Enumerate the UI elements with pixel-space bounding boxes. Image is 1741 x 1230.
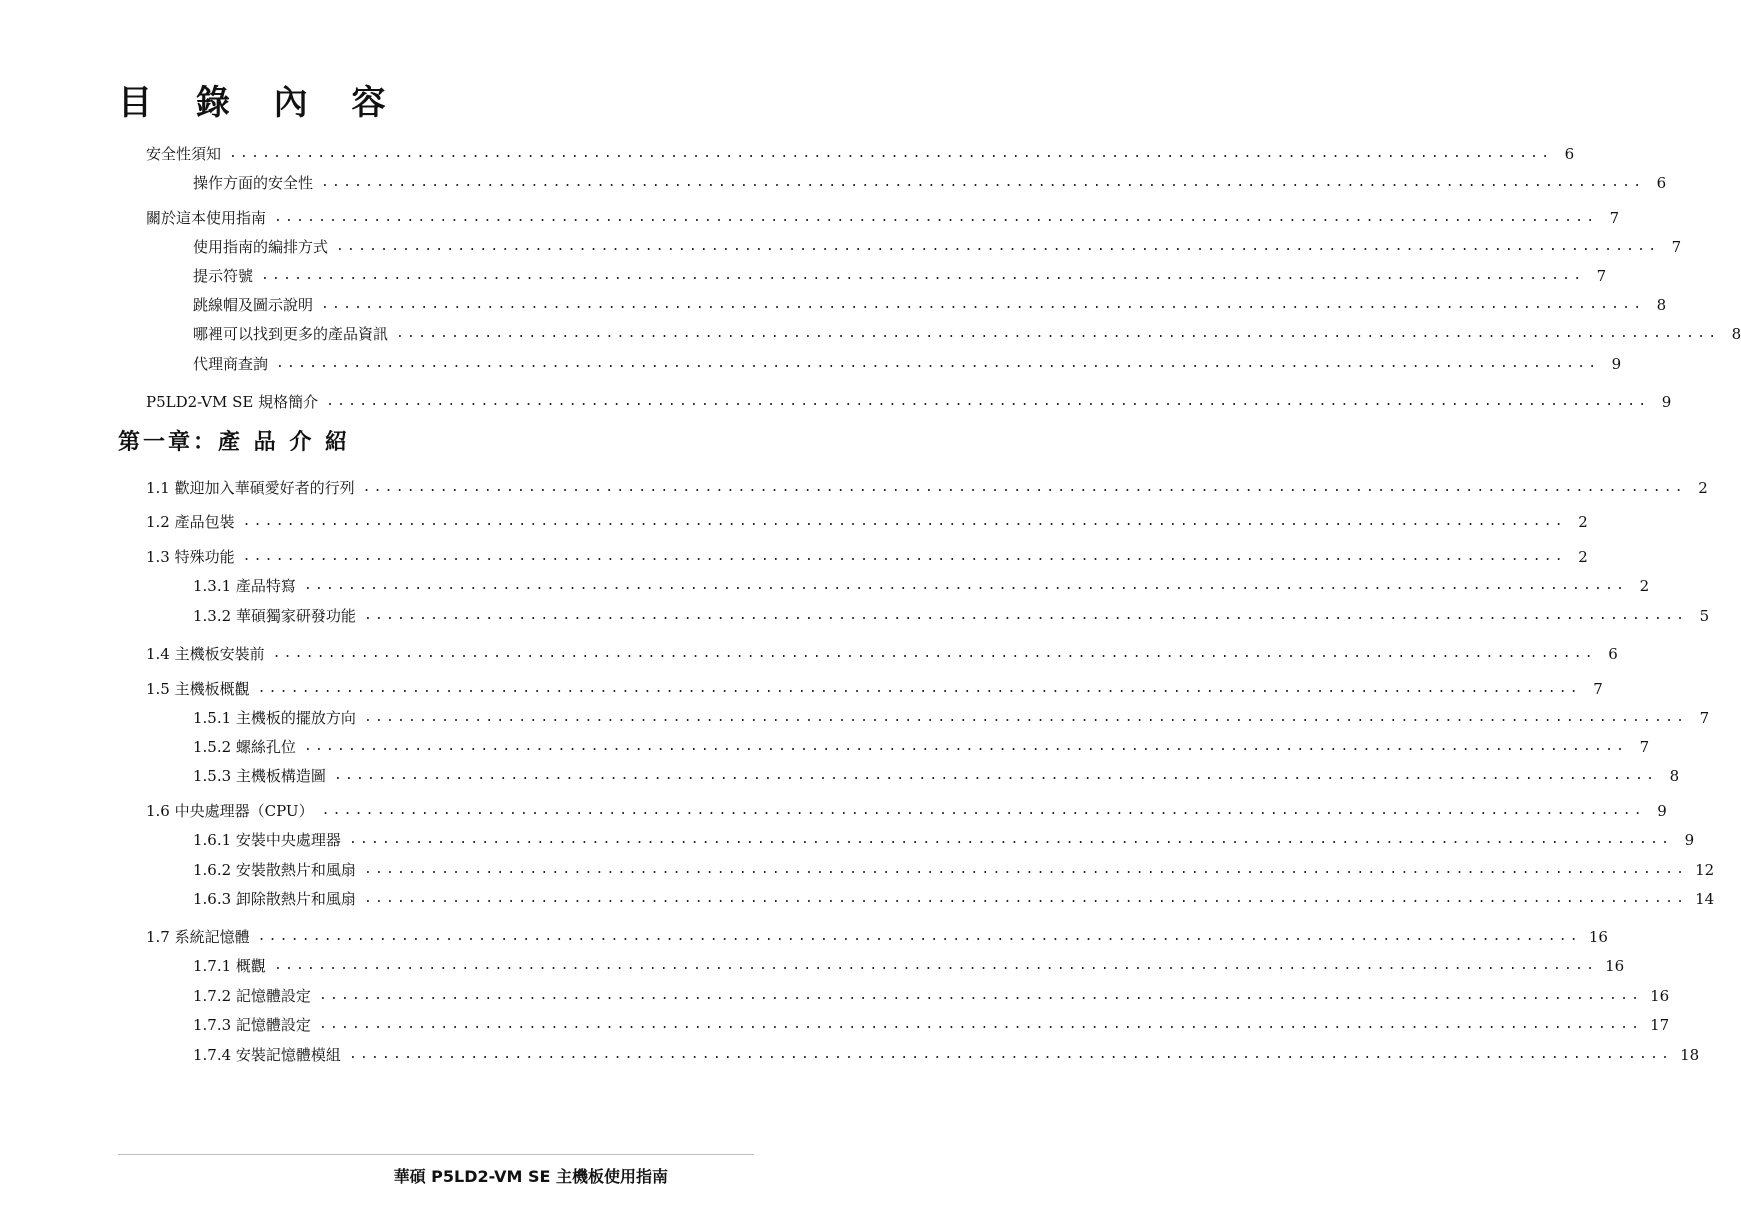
toc-entry-page: 6 bbox=[1656, 174, 1667, 192]
toc-entry-label: 1.2 產品包裝 bbox=[146, 513, 235, 531]
toc-leader-dots: ........................................................................................................................ bbox=[348, 832, 1673, 847]
toc-entry[interactable] bbox=[193, 293, 1667, 317]
toc-entry[interactable] bbox=[193, 574, 1650, 598]
toc-entry-page: 7 bbox=[1671, 238, 1682, 256]
toc-leader-dots: ........................................................................................................................ bbox=[229, 146, 1553, 161]
toc-entry-page: 7 bbox=[1593, 680, 1603, 698]
toc-entry-page: 16 bbox=[1605, 957, 1625, 975]
toc-entry-page: 7 bbox=[1609, 209, 1620, 227]
toc-leader-dots: ........................................................................................................................ bbox=[321, 297, 1645, 312]
toc-entry[interactable] bbox=[193, 352, 1622, 376]
toc-leader-dots: ........................................................................................................................ bbox=[273, 958, 1598, 973]
toc-entry[interactable] bbox=[193, 264, 1607, 288]
toc-entry-page: 16 bbox=[1650, 987, 1670, 1005]
toc-entry-page: 14 bbox=[1695, 890, 1715, 908]
toc-leader-dots: ........................................................................................................................ bbox=[321, 175, 1645, 190]
toc-entry[interactable] bbox=[146, 799, 1667, 823]
toc-leader-dots: ........................................................................................................................ bbox=[242, 549, 1566, 564]
toc-leader-dots: ........................................................................................................................ bbox=[272, 646, 1596, 661]
toc-entry-page: 7 bbox=[1699, 709, 1710, 727]
toc-entry-page: 2 bbox=[1639, 577, 1650, 595]
toc-leader-dots: ........................................................................................................................ bbox=[261, 268, 1585, 283]
toc-entry-label: 1.7.4 安裝記憶體模組 bbox=[193, 1046, 341, 1064]
toc-entry[interactable] bbox=[193, 764, 1680, 788]
toc-entry-label: 1.3.2 華碩獨家研發功能 bbox=[193, 607, 356, 625]
toc-leader-dots: ........................................................................................................................ bbox=[276, 356, 1600, 371]
toc-leader-dots: ........................................................................................................................ bbox=[363, 891, 1688, 906]
toc-entry-label: 1.6.3 卸除散熱片和風扇 bbox=[193, 890, 356, 908]
toc-entry-label: 1.7.1 概觀 bbox=[193, 957, 266, 975]
toc-leader-dots: ........................................................................................................................ bbox=[363, 862, 1688, 877]
toc-entry-page: 8 bbox=[1731, 325, 1741, 343]
toc-entry-label: 1.5.2 螺絲孔位 bbox=[193, 738, 296, 756]
toc-entry-page: 6 bbox=[1608, 645, 1618, 663]
toc-entry[interactable] bbox=[193, 887, 1715, 911]
toc-entry[interactable] bbox=[193, 954, 1625, 978]
toc-entry-page: 2 bbox=[1578, 513, 1588, 531]
toc-entry-label: 1.7 系統記憶體 bbox=[146, 928, 250, 946]
toc-leader-dots: ........................................................................................................................ bbox=[396, 326, 1720, 341]
toc-entry-label: 使用指南的編排方式 bbox=[193, 238, 329, 256]
toc-entry[interactable] bbox=[193, 1013, 1670, 1037]
toc-entry[interactable] bbox=[146, 390, 1672, 414]
toc-entry-label: 1.7.2 記憶體設定 bbox=[193, 987, 311, 1005]
toc-leader-dots: ........................................................................................................................ bbox=[257, 681, 1581, 696]
toc-entry-label: 1.5.1 主機板的擺放方向 bbox=[193, 709, 356, 727]
toc-entry-page: 18 bbox=[1680, 1046, 1700, 1064]
toc-entry-page: 5 bbox=[1699, 607, 1710, 625]
toc-leader-dots: ........................................................................................................................ bbox=[326, 394, 1650, 409]
toc-leader-dots: ........................................................................................................................ bbox=[318, 1017, 1643, 1032]
toc-entry[interactable] bbox=[146, 545, 1588, 569]
toc-leader-dots: ........................................................................................................................ bbox=[321, 803, 1645, 818]
page-title: 目 錄 內 容 bbox=[118, 83, 402, 123]
toc-entry-page: 12 bbox=[1695, 861, 1715, 879]
toc-leader-dots: ........................................................................................................................ bbox=[336, 239, 1660, 254]
toc-entry-label: 1.7.3 記憶體設定 bbox=[193, 1016, 311, 1034]
toc-entry[interactable] bbox=[146, 642, 1618, 666]
toc-entry-label: 1.3 特殊功能 bbox=[146, 548, 235, 566]
toc-entry[interactable] bbox=[193, 858, 1715, 882]
toc-entry-page: 8 bbox=[1669, 767, 1680, 785]
chapter-title: 第一章：產 品 介 紹 bbox=[118, 430, 350, 455]
toc-leader-dots: ........................................................................................................................ bbox=[348, 1047, 1673, 1062]
toc-entry-label: 1.6.2 安裝散熱片和風扇 bbox=[193, 861, 356, 879]
footer-divider bbox=[118, 1154, 754, 1155]
toc-entry-page: 9 bbox=[1684, 831, 1695, 849]
toc-entry[interactable] bbox=[193, 171, 1667, 195]
toc-entry[interactable] bbox=[193, 235, 1682, 259]
toc-entry[interactable] bbox=[146, 510, 1588, 534]
toc-entry-page: 9 bbox=[1611, 355, 1622, 373]
toc-entry-page: 8 bbox=[1656, 296, 1667, 314]
footer-title: 華碩 P5LD2-VM SE 主機板使用指南 bbox=[393, 1167, 668, 1186]
toc-entry-label: 哪裡可以找到更多的產品資訊 bbox=[193, 325, 389, 343]
toc-entry-label: 操作方面的安全性 bbox=[193, 174, 314, 192]
toc-entry-page: 7 bbox=[1596, 267, 1607, 285]
toc-entry-label: 1.4 主機板安裝前 bbox=[146, 645, 265, 663]
toc-entry-label: 1.6 中央處理器（CPU） bbox=[146, 802, 314, 820]
toc-entry-label: 跳線帽及圖示說明 bbox=[193, 296, 314, 314]
toc-leader-dots: ........................................................................................................................ bbox=[257, 929, 1581, 944]
toc-entry-page: 9 bbox=[1661, 393, 1672, 411]
toc-entry-label: 安全性須知 bbox=[146, 145, 222, 163]
toc-entry-label: 1.5.3 主機板構造圖 bbox=[193, 767, 326, 785]
toc-entry[interactable] bbox=[193, 604, 1710, 628]
toc-entry-page: 7 bbox=[1639, 738, 1650, 756]
toc-leader-dots: ........................................................................................................................ bbox=[242, 514, 1566, 529]
toc-leader-dots: ........................................................................................................................ bbox=[274, 210, 1598, 225]
toc-entry-label: 1.5 主機板概觀 bbox=[146, 680, 250, 698]
toc-leader-dots: ........................................................................................................................ bbox=[363, 710, 1688, 725]
toc-leader-dots: ........................................................................................................................ bbox=[303, 739, 1628, 754]
toc-leader-dots: ........................................................................................................................ bbox=[362, 480, 1686, 495]
toc-entry[interactable] bbox=[193, 322, 1741, 346]
toc-entry[interactable] bbox=[146, 476, 1708, 500]
toc-entry-label: 代理商查詢 bbox=[193, 355, 269, 373]
toc-leader-dots: ........................................................................................................................ bbox=[363, 608, 1688, 623]
toc-entry-label: P5LD2-VM SE 規格簡介 bbox=[146, 393, 319, 411]
toc-entry-page: 17 bbox=[1650, 1016, 1670, 1034]
toc-leader-dots: ........................................................................................................................ bbox=[333, 768, 1658, 783]
toc-entry-page: 2 bbox=[1578, 548, 1588, 566]
toc-entry-page: 2 bbox=[1698, 479, 1708, 497]
toc-entry[interactable] bbox=[193, 1043, 1700, 1067]
toc-entry[interactable] bbox=[193, 828, 1695, 852]
toc-entry-label: 1.3.1 產品特寫 bbox=[193, 577, 296, 595]
toc-entry-page: 9 bbox=[1657, 802, 1667, 820]
toc-entry[interactable] bbox=[146, 206, 1620, 230]
toc-entry-label: 1.1 歡迎加入華碩愛好者的行列 bbox=[146, 479, 355, 497]
toc-entry-page: 16 bbox=[1588, 928, 1608, 946]
toc-leader-dots: ........................................................................................................................ bbox=[303, 578, 1628, 593]
toc-entry[interactable] bbox=[193, 735, 1650, 759]
toc-entry[interactable] bbox=[193, 984, 1670, 1008]
toc-entry-label: 關於這本使用指南 bbox=[146, 209, 267, 227]
toc-entry-page: 6 bbox=[1564, 145, 1575, 163]
toc-leader-dots: ........................................................................................................................ bbox=[318, 988, 1643, 1003]
toc-entry-label: 1.6.1 安裝中央處理器 bbox=[193, 831, 341, 849]
toc-entry[interactable] bbox=[193, 706, 1710, 730]
toc-entry[interactable] bbox=[146, 142, 1575, 166]
toc-entry-label: 提示符號 bbox=[193, 267, 254, 285]
toc-entry[interactable] bbox=[146, 925, 1608, 949]
toc-entry[interactable] bbox=[146, 677, 1603, 701]
